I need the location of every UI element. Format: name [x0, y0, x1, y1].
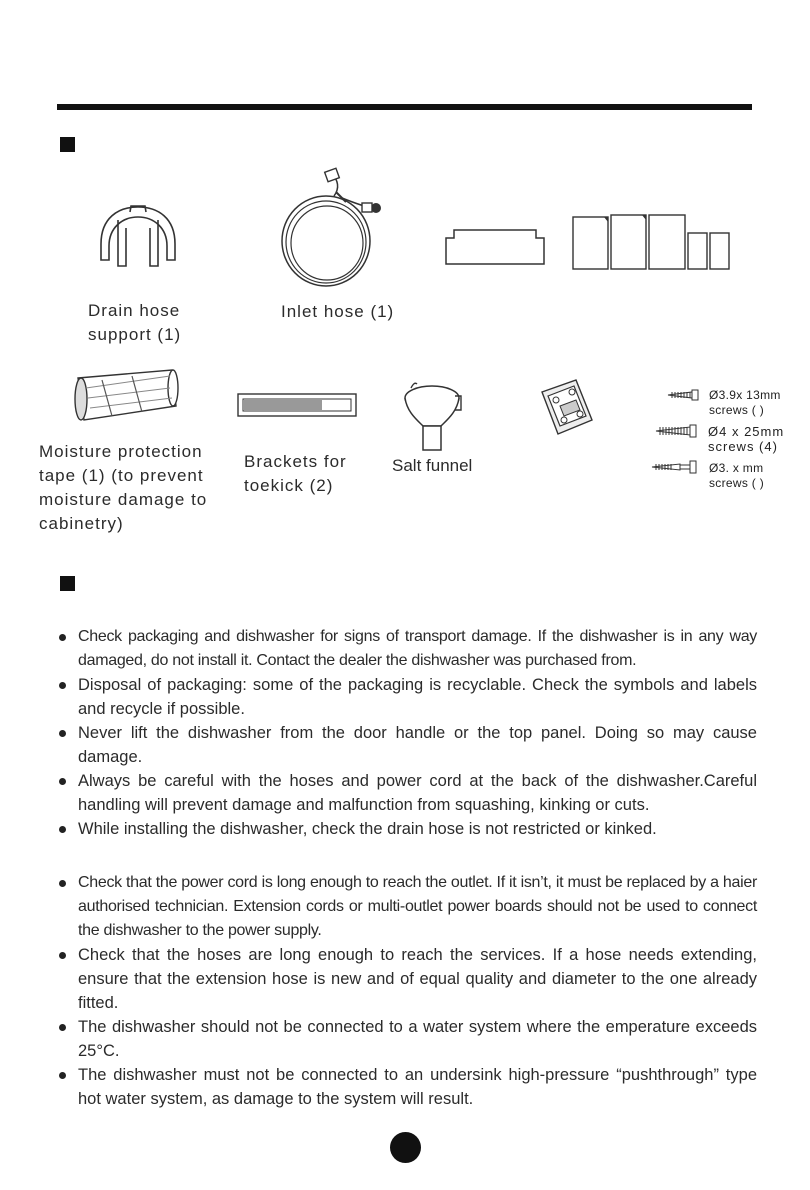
checks-list-1	[57, 625, 757, 841]
inlet-hose-label: Inlet hose (1)	[281, 302, 395, 321]
list-item: Never lift the dishwasher from the door handle or the top panel. Doing so may cause damage.	[57, 721, 757, 769]
toekick-brackets-label: Brackets for toekick (2)	[244, 452, 347, 495]
list-item: Check packaging and dishwasher for signs of transport damage. If the dishwasher is in any way damaged, do not install it. Contact the dealer the dishwasher was purchased from.	[57, 625, 757, 673]
section-marker-checks	[60, 576, 75, 591]
list-item: Check that the hoses are long enough to reach the services. If a hose needs extending, ensure that the extension hose is new and of equal quality and diameter to the one already fitted.	[57, 943, 757, 1015]
salt-funnel-icon	[403, 382, 467, 454]
list-item: While installing the dishwasher, check the drain hose is not restricted or kinked.	[57, 817, 757, 841]
drain-hose-support-icon	[98, 204, 180, 272]
list-item: The dishwasher must not be connected to an undersink high-pressure “pushthrough” type hot water system, as damage to the system will result.	[57, 1063, 757, 1111]
list-item: Disposal of packaging: some of the packaging is recyclable. Check the symbols and labels and recycle if possible.	[57, 673, 757, 721]
toekick-panel-icon	[444, 228, 546, 266]
section-marker-accessories	[60, 137, 75, 152]
toekick-bracket-icon	[237, 393, 357, 417]
drain-hose-support-label: Drain hose support (1)	[88, 301, 182, 344]
checks-list-2	[57, 871, 757, 1111]
list-item: Check that the power cord is long enough to reach the outlet. If it isn’t, it must be replaced by a haier authorised technician. Extension cords or multi-outlet power boards should not be used to connect the dishwasher to the power supply.	[57, 871, 757, 943]
screw-3mm-label: Ø3. x mm screws ( )	[709, 461, 764, 490]
moisture-tape-icon	[72, 366, 182, 426]
salt-funnel-label: Salt funnel	[392, 456, 473, 475]
list-item: The dishwasher should not be connected to a water system where the emperature exceeds 25°C.	[57, 1015, 757, 1063]
moisture-tape-label: Moisture protection tape (1) (to prevent moisture damage to cabinetry)	[39, 442, 208, 533]
inlet-hose-icon	[276, 166, 386, 296]
hinge-bracket-icon	[538, 378, 596, 438]
screw-13mm-label: Ø3.9x 13mm screws ( )	[709, 388, 781, 417]
screw-icon	[650, 460, 700, 474]
header-rule	[57, 104, 752, 110]
screw-icon	[654, 424, 700, 438]
list-item: Always be careful with the hoses and power cord at the back of the dishwasher.Careful handling will prevent damage and malfunction from squashing, kinking or cuts.	[57, 769, 757, 817]
screw-25mm-label: Ø4 x 25mm screws (4)	[708, 424, 785, 454]
screw-icon	[664, 389, 704, 401]
pads-icon	[572, 212, 732, 272]
page-number-dot	[390, 1132, 421, 1163]
